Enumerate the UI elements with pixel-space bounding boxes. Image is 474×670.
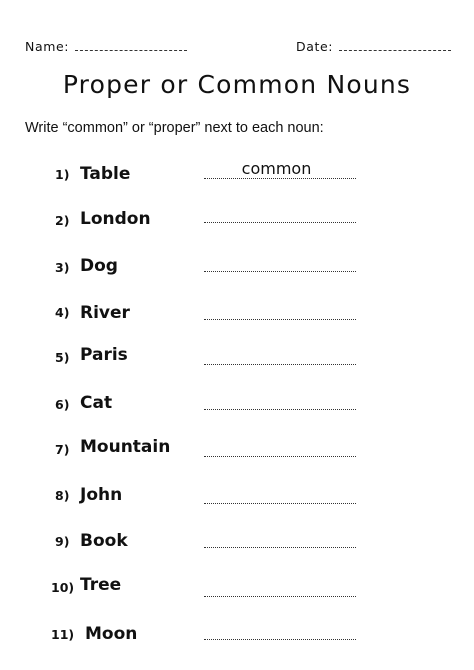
- date-field: [296, 39, 451, 54]
- noun-row: [0, 624, 474, 654]
- noun-row: [0, 531, 474, 561]
- item-number: 8): [55, 488, 70, 503]
- noun-word: Mountain: [80, 437, 171, 457]
- item-number: 1): [55, 167, 70, 182]
- item-number: 6): [55, 397, 70, 412]
- answer-line[interactable]: [204, 409, 356, 410]
- answer-line[interactable]: [204, 596, 356, 597]
- answer-text: common: [241, 159, 312, 178]
- date-label: Date:: [296, 39, 334, 54]
- answer-line[interactable]: [204, 271, 356, 272]
- noun-row: [0, 256, 474, 286]
- noun-word: London: [80, 209, 151, 229]
- noun-word: Table: [80, 164, 131, 184]
- noun-row: [0, 485, 474, 515]
- noun-row: [0, 159, 474, 193]
- noun-word: Dog: [80, 256, 118, 276]
- name-blank-line[interactable]: [75, 49, 187, 51]
- noun-row: [0, 437, 474, 467]
- item-number: 10): [51, 580, 75, 595]
- answer-line[interactable]: [204, 547, 356, 548]
- name-label: Name:: [25, 39, 70, 54]
- noun-word: Book: [80, 531, 128, 551]
- answer-line[interactable]: [204, 222, 356, 223]
- item-number: 4): [55, 305, 70, 320]
- noun-row: [0, 393, 474, 423]
- noun-row: [0, 575, 474, 605]
- noun-word: Tree: [80, 575, 122, 595]
- answer-line[interactable]: [204, 503, 356, 504]
- instructions: Write “common” or “proper” next to each noun:: [25, 120, 324, 136]
- noun-word: Cat: [80, 393, 113, 413]
- date-blank-line[interactable]: [339, 49, 451, 51]
- item-number: 9): [55, 534, 70, 549]
- noun-word: River: [80, 303, 130, 323]
- noun-row: [0, 302, 474, 332]
- page-title: Proper or Common Nouns: [62, 70, 412, 99]
- name-field: [25, 39, 187, 54]
- answer-line[interactable]: [204, 639, 356, 640]
- item-number: 2): [55, 213, 70, 228]
- item-number: 3): [55, 260, 70, 275]
- noun-row: [0, 345, 474, 375]
- noun-word: Paris: [80, 345, 128, 365]
- noun-word: Moon: [85, 624, 138, 644]
- noun-row: [0, 209, 474, 239]
- answer-line[interactable]: [204, 178, 356, 179]
- answer-line[interactable]: [204, 364, 356, 365]
- item-number: 11): [51, 627, 75, 642]
- item-number: 5): [55, 350, 70, 365]
- answer-line[interactable]: [204, 319, 356, 320]
- item-number: 7): [55, 442, 70, 457]
- noun-word: John: [80, 485, 123, 505]
- answer-line[interactable]: [204, 456, 356, 457]
